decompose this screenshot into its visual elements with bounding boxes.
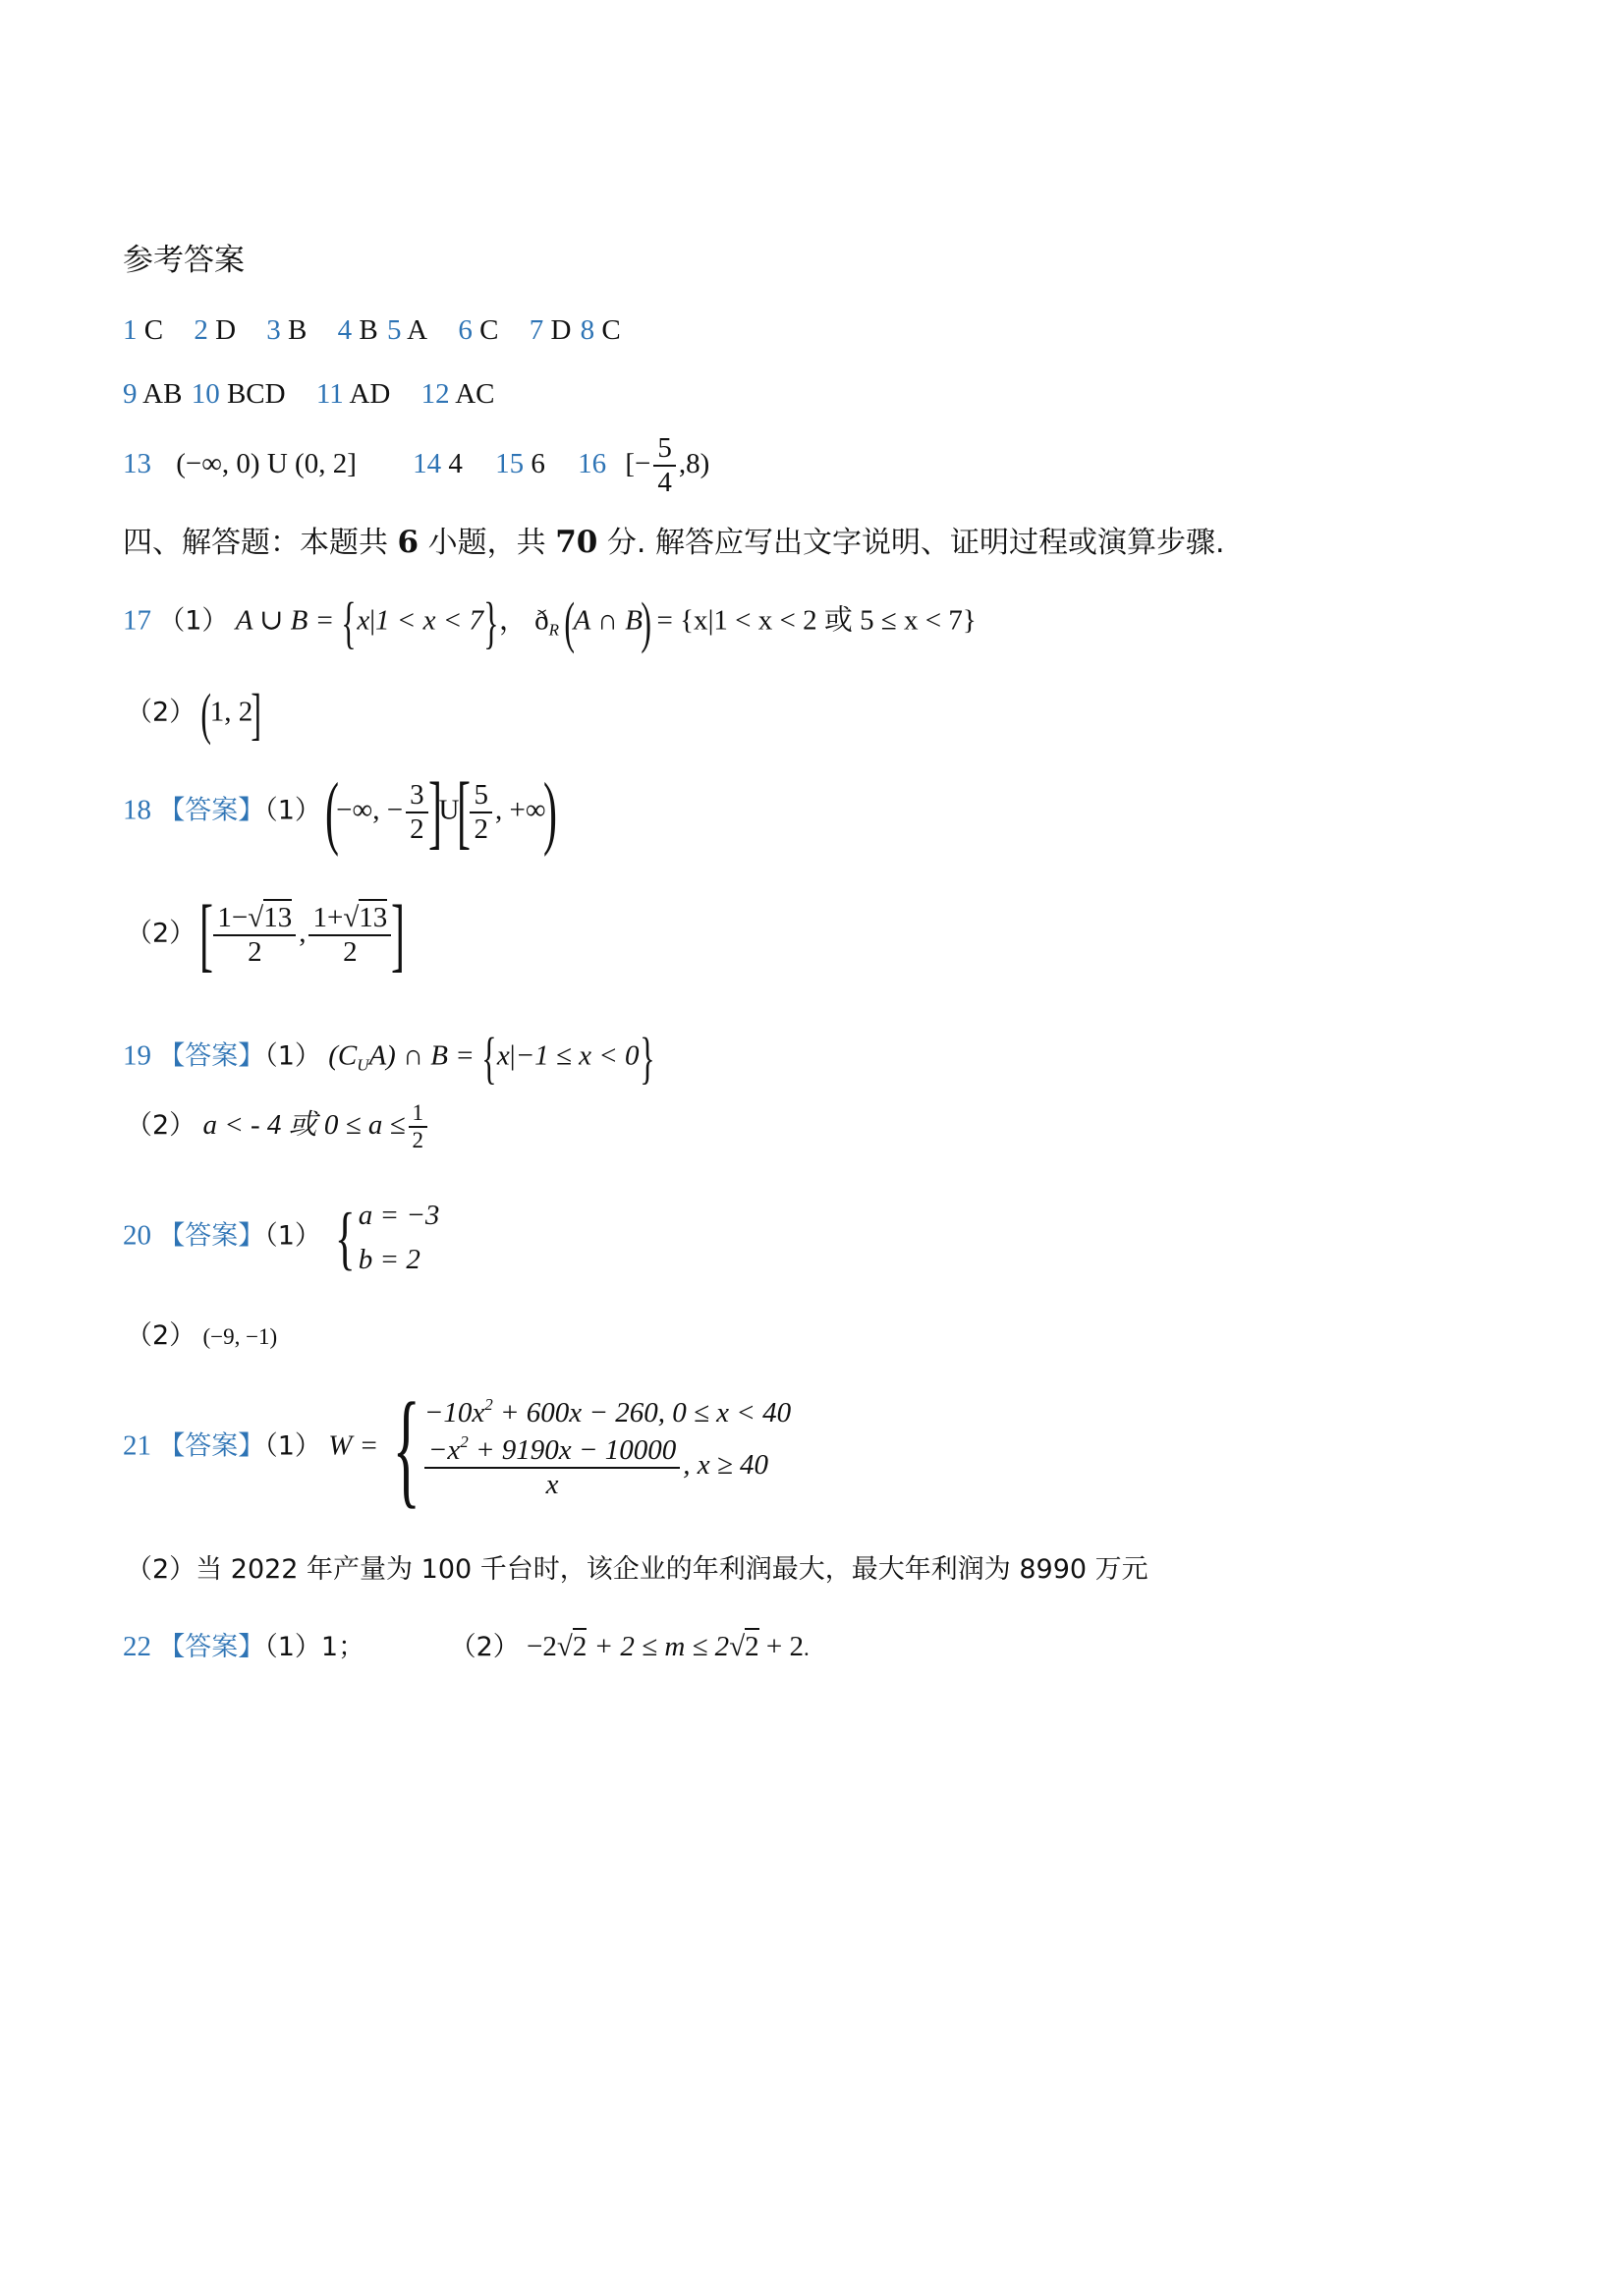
q15-answer: 6: [531, 448, 545, 479]
q5-number: 5: [386, 314, 402, 346]
q2-number: 2: [194, 314, 208, 346]
q22-answer: 22 【答案】（1）1； （2） −2√2 + 2 ≤ m ≤ 2√2 + 2.: [123, 1633, 810, 1661]
q18-number: 18: [123, 794, 151, 826]
q6-number: 6: [458, 314, 473, 346]
q18-part2: （2） [ $\frac{1-√13}{2}$ , $\frac{1+√13}{2}$ ]: [126, 889, 406, 980]
q1-number: 1: [123, 314, 138, 346]
q16-answer-open: [−: [625, 448, 651, 479]
q3-number: 3: [266, 314, 281, 346]
q3-answer: B: [288, 314, 308, 346]
q5-answer: A: [407, 314, 428, 346]
q13-number: 13: [123, 448, 151, 479]
q16-fraction: $\frac{5}{4}$: [653, 432, 676, 500]
q1-answer: C: [143, 314, 164, 346]
q4-number: 4: [337, 314, 353, 346]
mc-answers-row-1: [123, 316, 621, 345]
section-heading: 四、解答题：本题共 6 小题，共 70 分. 解答应写出文字说明、证明过程或演算步骤.: [123, 525, 1225, 560]
q14-number: 14: [413, 448, 442, 479]
q21-part2: （2）当 2022 年产量为 100 千台时，该企业的年利润最大，最大年利润为 8990 万元: [126, 1554, 1148, 1585]
q19-number: 19: [123, 1039, 151, 1072]
q8-answer: C: [601, 314, 621, 346]
fill-blank-answers: [123, 432, 709, 500]
q9-number: 9: [123, 378, 138, 410]
q11-number: 11: [315, 378, 344, 410]
q20-part2: （2） (−9, −1): [126, 1320, 278, 1351]
q20-part1: 20 【答案】（1） { a = −3 b = 2: [123, 1198, 440, 1277]
q2-answer: D: [215, 314, 237, 346]
q6-answer: C: [479, 314, 499, 346]
q4-answer: B: [359, 314, 378, 346]
q11-answer: AD: [349, 378, 391, 410]
q16-answer-close: ,8): [678, 448, 710, 479]
q14-answer: 4: [448, 448, 463, 479]
q12-number: 12: [420, 378, 450, 410]
q10-number: 10: [191, 378, 220, 410]
q19-part1: 19 【答案】（1） $(C_UA)$ ∩ B = {x|−1 ≤ x < 0}: [123, 1026, 655, 1090]
q16-number: 16: [578, 448, 607, 479]
q7-answer: D: [550, 314, 572, 346]
q21-part1: 21 【答案】（1） W = { $-10x^2 + 600x - 260$, 0 ≤ x < 40 $\frac{-x^2 + 9190x - 10000}{x}$ , x ≥ 40: [123, 1375, 792, 1520]
mc-answers-row-2: [123, 380, 495, 409]
q7-number: 7: [529, 314, 544, 346]
page-title: 参考答案: [123, 243, 245, 278]
q9-answer: AB: [142, 378, 183, 410]
q18-part1: 18 【答案】（1） (−∞, − $\frac{3}{2}$ ]U[ $\frac{5}{2}$ , +∞): [123, 766, 557, 858]
q17-part1: 17 （1） A ∪ B = {x|1 < x < 7}， $ð_R$ (A ∩ B) = {x|1 < x < 2 或 5 ≤ x < 7}: [123, 590, 977, 654]
q22-number: 22: [123, 1631, 151, 1662]
q12-answer: AC: [455, 378, 495, 410]
q10-answer: BCD: [226, 378, 286, 410]
q15-number: 15: [495, 448, 525, 479]
q20-number: 20: [123, 1219, 151, 1252]
q13-answer: (−∞, 0) U (0, 2]: [176, 448, 357, 479]
q19-part2: （2） a < - 4 或 0 ≤ a ≤ $\frac{1}{2}$: [126, 1100, 430, 1154]
q8-number: 8: [580, 314, 595, 346]
q21-number: 21: [123, 1429, 151, 1462]
q17-part2: （2） (1, 2]: [126, 682, 262, 746]
q17-number: 17: [123, 604, 151, 637]
